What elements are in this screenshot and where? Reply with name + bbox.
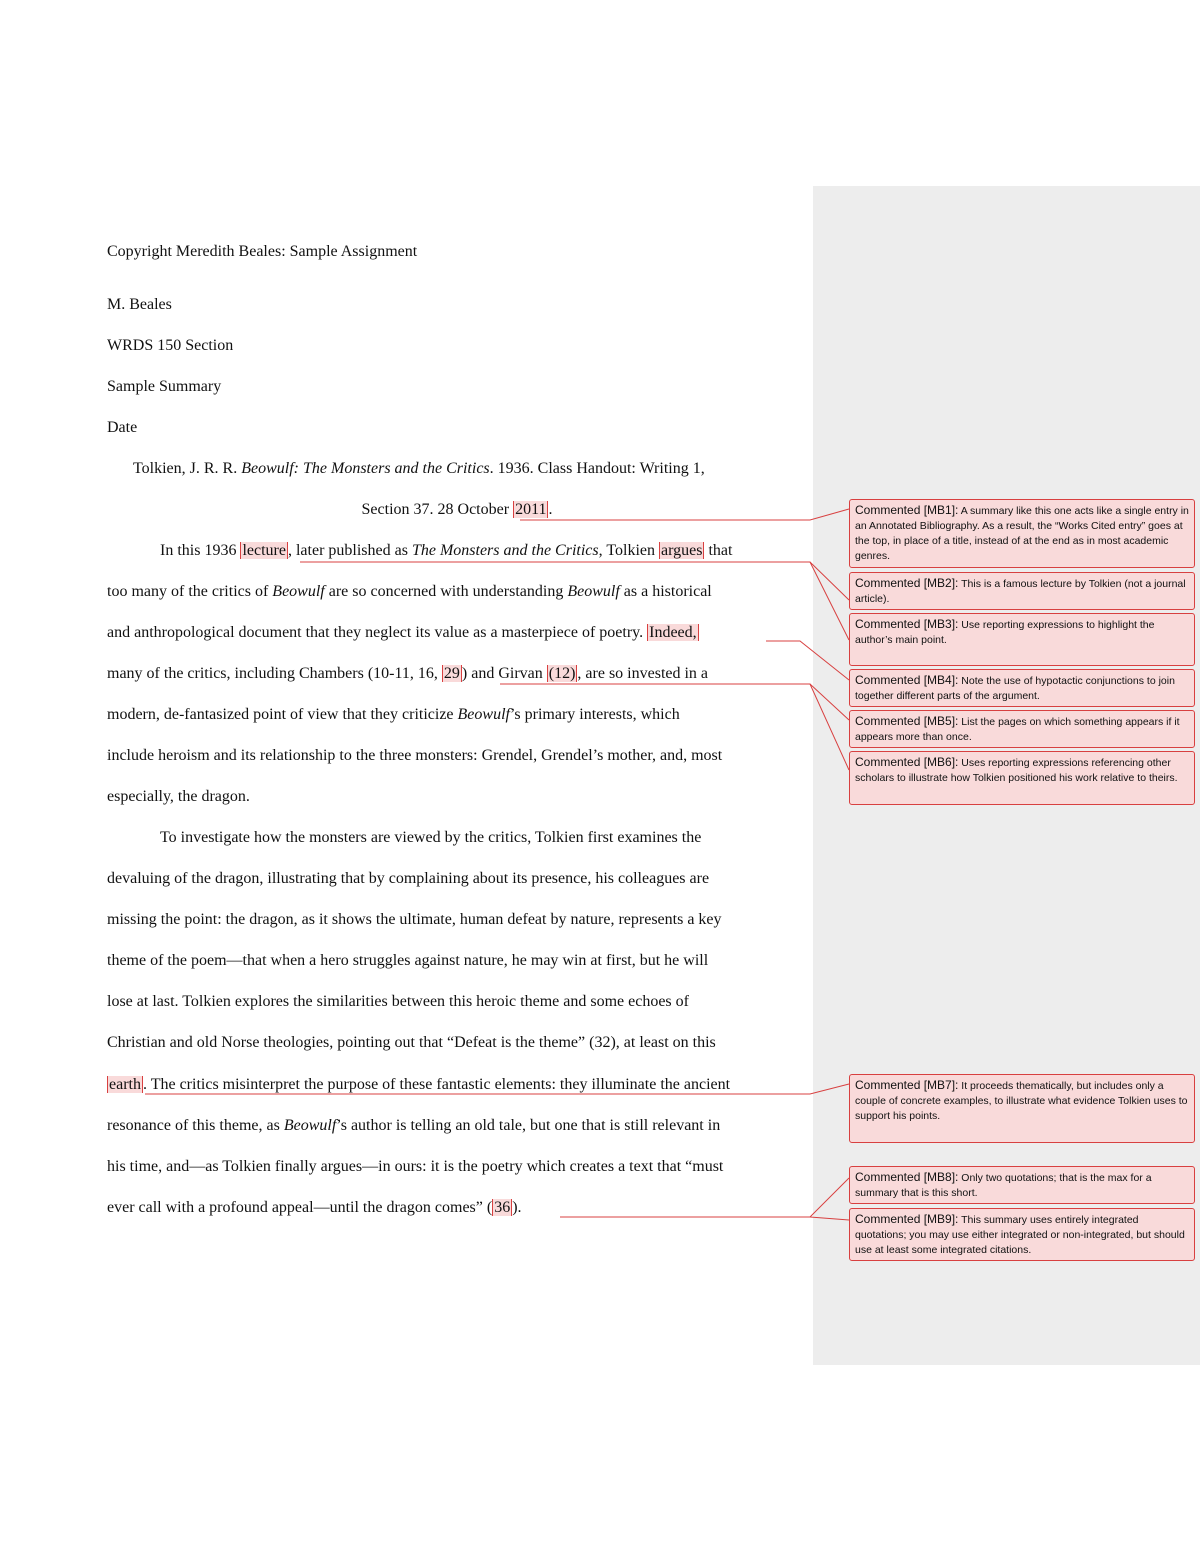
- comment-anchor-mb7[interactable]: earth: [109, 1076, 141, 1093]
- citation-line-1: [133, 459, 833, 479]
- comment-mb9-text: This summary uses entirely integrated quotations; you may use either integrated or non-integrated, but should use at least some integrated citations.: [855, 1214, 1185, 1256]
- citation-end: .: [548, 501, 553, 518]
- p1-line-3: [107, 623, 807, 643]
- p2-line-3: missing the point: the dragon, as it shows the ultimate, human defeat by nature, represents a key: [107, 911, 722, 928]
- text-run: ).: [512, 1199, 522, 1216]
- p1-line-2: [107, 582, 807, 602]
- comment-anchor-mb8-mb9[interactable]: 36: [494, 1199, 511, 1216]
- p2-line-2: devaluing of the dragon, illustrating that by complaining about its presence, his colleagues are: [107, 870, 710, 887]
- comment-mb6-text: Uses reporting expressions referencing other scholars to illustrate how Tolkien positioned his work relative to theirs.: [855, 757, 1178, 784]
- comment-mb5-head: Commented [MB5]:: [855, 714, 959, 728]
- text-run: as a historical: [619, 583, 712, 600]
- header-line: Copyright Meredith Beales: Sample Assignment: [107, 243, 418, 260]
- text-run: ’s author is telling an old tale, but one that is still relevant in: [336, 1117, 721, 1134]
- text-run: , are so invested in a: [577, 665, 709, 682]
- citation-author: Tolkien, J. R. R.: [133, 460, 238, 477]
- comment-mb8[interactable]: [849, 1166, 1195, 1204]
- author-name: M. Beales: [107, 296, 172, 313]
- p2-line-4: theme of the poem—that when a hero struggles against nature, he may win at first, but he will: [107, 952, 709, 969]
- text-run: and anthropological document that they neglect its value as a masterpiece of poetry.: [107, 624, 648, 641]
- comment-mb7[interactable]: [849, 1074, 1195, 1143]
- citation-details: . 1936. Class Handout: Writing 1,: [489, 460, 705, 477]
- comment-mb2[interactable]: [849, 572, 1195, 610]
- comment-mb2-text: This is a famous lecture by Tolkien (not a journal article).: [855, 578, 1186, 605]
- comment-mb2-head: Commented [MB2]:: [855, 576, 959, 590]
- text-run: that: [704, 542, 733, 559]
- p1-line-5: [107, 705, 807, 725]
- text-run: In this 1936: [160, 542, 241, 559]
- comment-mb1[interactable]: [849, 499, 1195, 568]
- text-run: resonance of this theme, as: [107, 1117, 284, 1134]
- p2-line-1: To investigate how the monsters are viewed by the critics, Tolkien first examines the: [160, 829, 702, 846]
- text-run: many of the critics, including Chambers (10-11, 16,: [107, 665, 442, 682]
- citation-title: Beowulf: The Monsters and the Critics: [241, 460, 490, 477]
- p2-line-8: [107, 1116, 807, 1136]
- citation-section: Section 37. 28 October: [361, 501, 514, 518]
- text-run: ) and Girvan: [461, 665, 547, 682]
- comment-anchor-mb4[interactable]: Indeed,: [649, 624, 697, 641]
- comment-anchor-mb5[interactable]: 29: [443, 665, 460, 682]
- comment-mb1-head: Commented [MB1]:: [855, 503, 959, 517]
- text-run: are so concerned with understanding: [324, 583, 568, 600]
- p1-line-4: [107, 664, 807, 684]
- comment-mb5-text: List the pages on which something appears if it appears more than once.: [855, 716, 1180, 743]
- text-run: , later published as: [287, 542, 412, 559]
- title-italic: Beowulf: [272, 583, 325, 600]
- comment-mb6[interactable]: [849, 751, 1195, 805]
- comment-mb5[interactable]: [849, 710, 1195, 748]
- comment-mb3-text: Use reporting expressions to highlight the author’s main point.: [855, 619, 1155, 646]
- text-run: ’s primary interests, which: [509, 706, 680, 723]
- comment-anchor-mb3[interactable]: argues: [660, 542, 703, 559]
- p2-line-10: [107, 1198, 807, 1218]
- p1-line-6: include heroism and its relationship to the three monsters: Grendel, Grendel’s mother, and, most: [107, 747, 723, 764]
- p2-line-9: his time, and—as Tolkien finally argues—in ours: it is the poetry which creates a text that “must: [107, 1158, 724, 1175]
- p2-line-5: lose at last. Tolkien explores the similarities between this heroic theme and some echoes of: [107, 993, 689, 1010]
- title-italic: The Monsters and the Critics: [411, 542, 599, 559]
- text-run: ever call with a profound appeal—until the dragon comes” (: [107, 1199, 493, 1216]
- text-run: . The critics misinterpret the purpose of these fantastic elements: they illuminate the ancient: [142, 1076, 731, 1093]
- course-name: WRDS 150 Section: [107, 337, 234, 354]
- text-run: too many of the critics of: [107, 583, 273, 600]
- comment-mb8-head: Commented [MB8]:: [855, 1170, 959, 1184]
- comment-mb9-head: Commented [MB9]:: [855, 1212, 959, 1226]
- comment-anchor-mb1[interactable]: 2011: [515, 501, 547, 518]
- comment-anchor-mb6[interactable]: (12): [548, 665, 576, 682]
- title-italic: Beowulf: [283, 1117, 337, 1134]
- text-run: , Tolkien: [598, 542, 659, 559]
- comment-mb3-head: Commented [MB3]:: [855, 617, 959, 631]
- comment-mb3[interactable]: [849, 613, 1195, 666]
- p1-line-1: [160, 541, 860, 561]
- comment-mb1-text: A summary like this one acts like a single entry in an Annotated Bibliography. As a result, the “Works Cited entry” goes at the top, in place of a title, instead of at the end as in most academic genres.: [855, 505, 1189, 562]
- comment-mb7-text: It proceeds thematically, but includes only a couple of concrete examples, to illustrate what evidence Tolkien uses to support his points.: [855, 1080, 1188, 1122]
- citation-line-2: [107, 500, 807, 520]
- title-italic: Beowulf: [457, 706, 510, 723]
- text-run: modern, de-fantasized point of view that they criticize: [107, 706, 458, 723]
- date-line: Date: [107, 419, 138, 436]
- comment-mb4[interactable]: [849, 669, 1195, 707]
- p2-line-6: Christian and old Norse theologies, pointing out that “Defeat is the theme” (32), at least on this: [107, 1034, 716, 1051]
- p2-line-7: [107, 1075, 807, 1095]
- p1-line-7: especially, the dragon.: [107, 788, 250, 805]
- assignment-name: Sample Summary: [107, 378, 222, 395]
- comment-mb4-text: Note the use of hypotactic conjunctions to join together different parts of the argument.: [855, 675, 1175, 702]
- comment-mb9[interactable]: [849, 1208, 1195, 1261]
- comment-mb7-head: Commented [MB7]:: [855, 1078, 959, 1092]
- comment-mb6-head: Commented [MB6]:: [855, 755, 959, 769]
- comment-mb8-text: Only two quotations; that is the max for a summary that is this short.: [855, 1172, 1152, 1199]
- comment-mb4-head: Commented [MB4]:: [855, 673, 959, 687]
- comment-anchor-mb2[interactable]: lecture: [242, 542, 286, 559]
- title-italic: Beowulf: [567, 583, 620, 600]
